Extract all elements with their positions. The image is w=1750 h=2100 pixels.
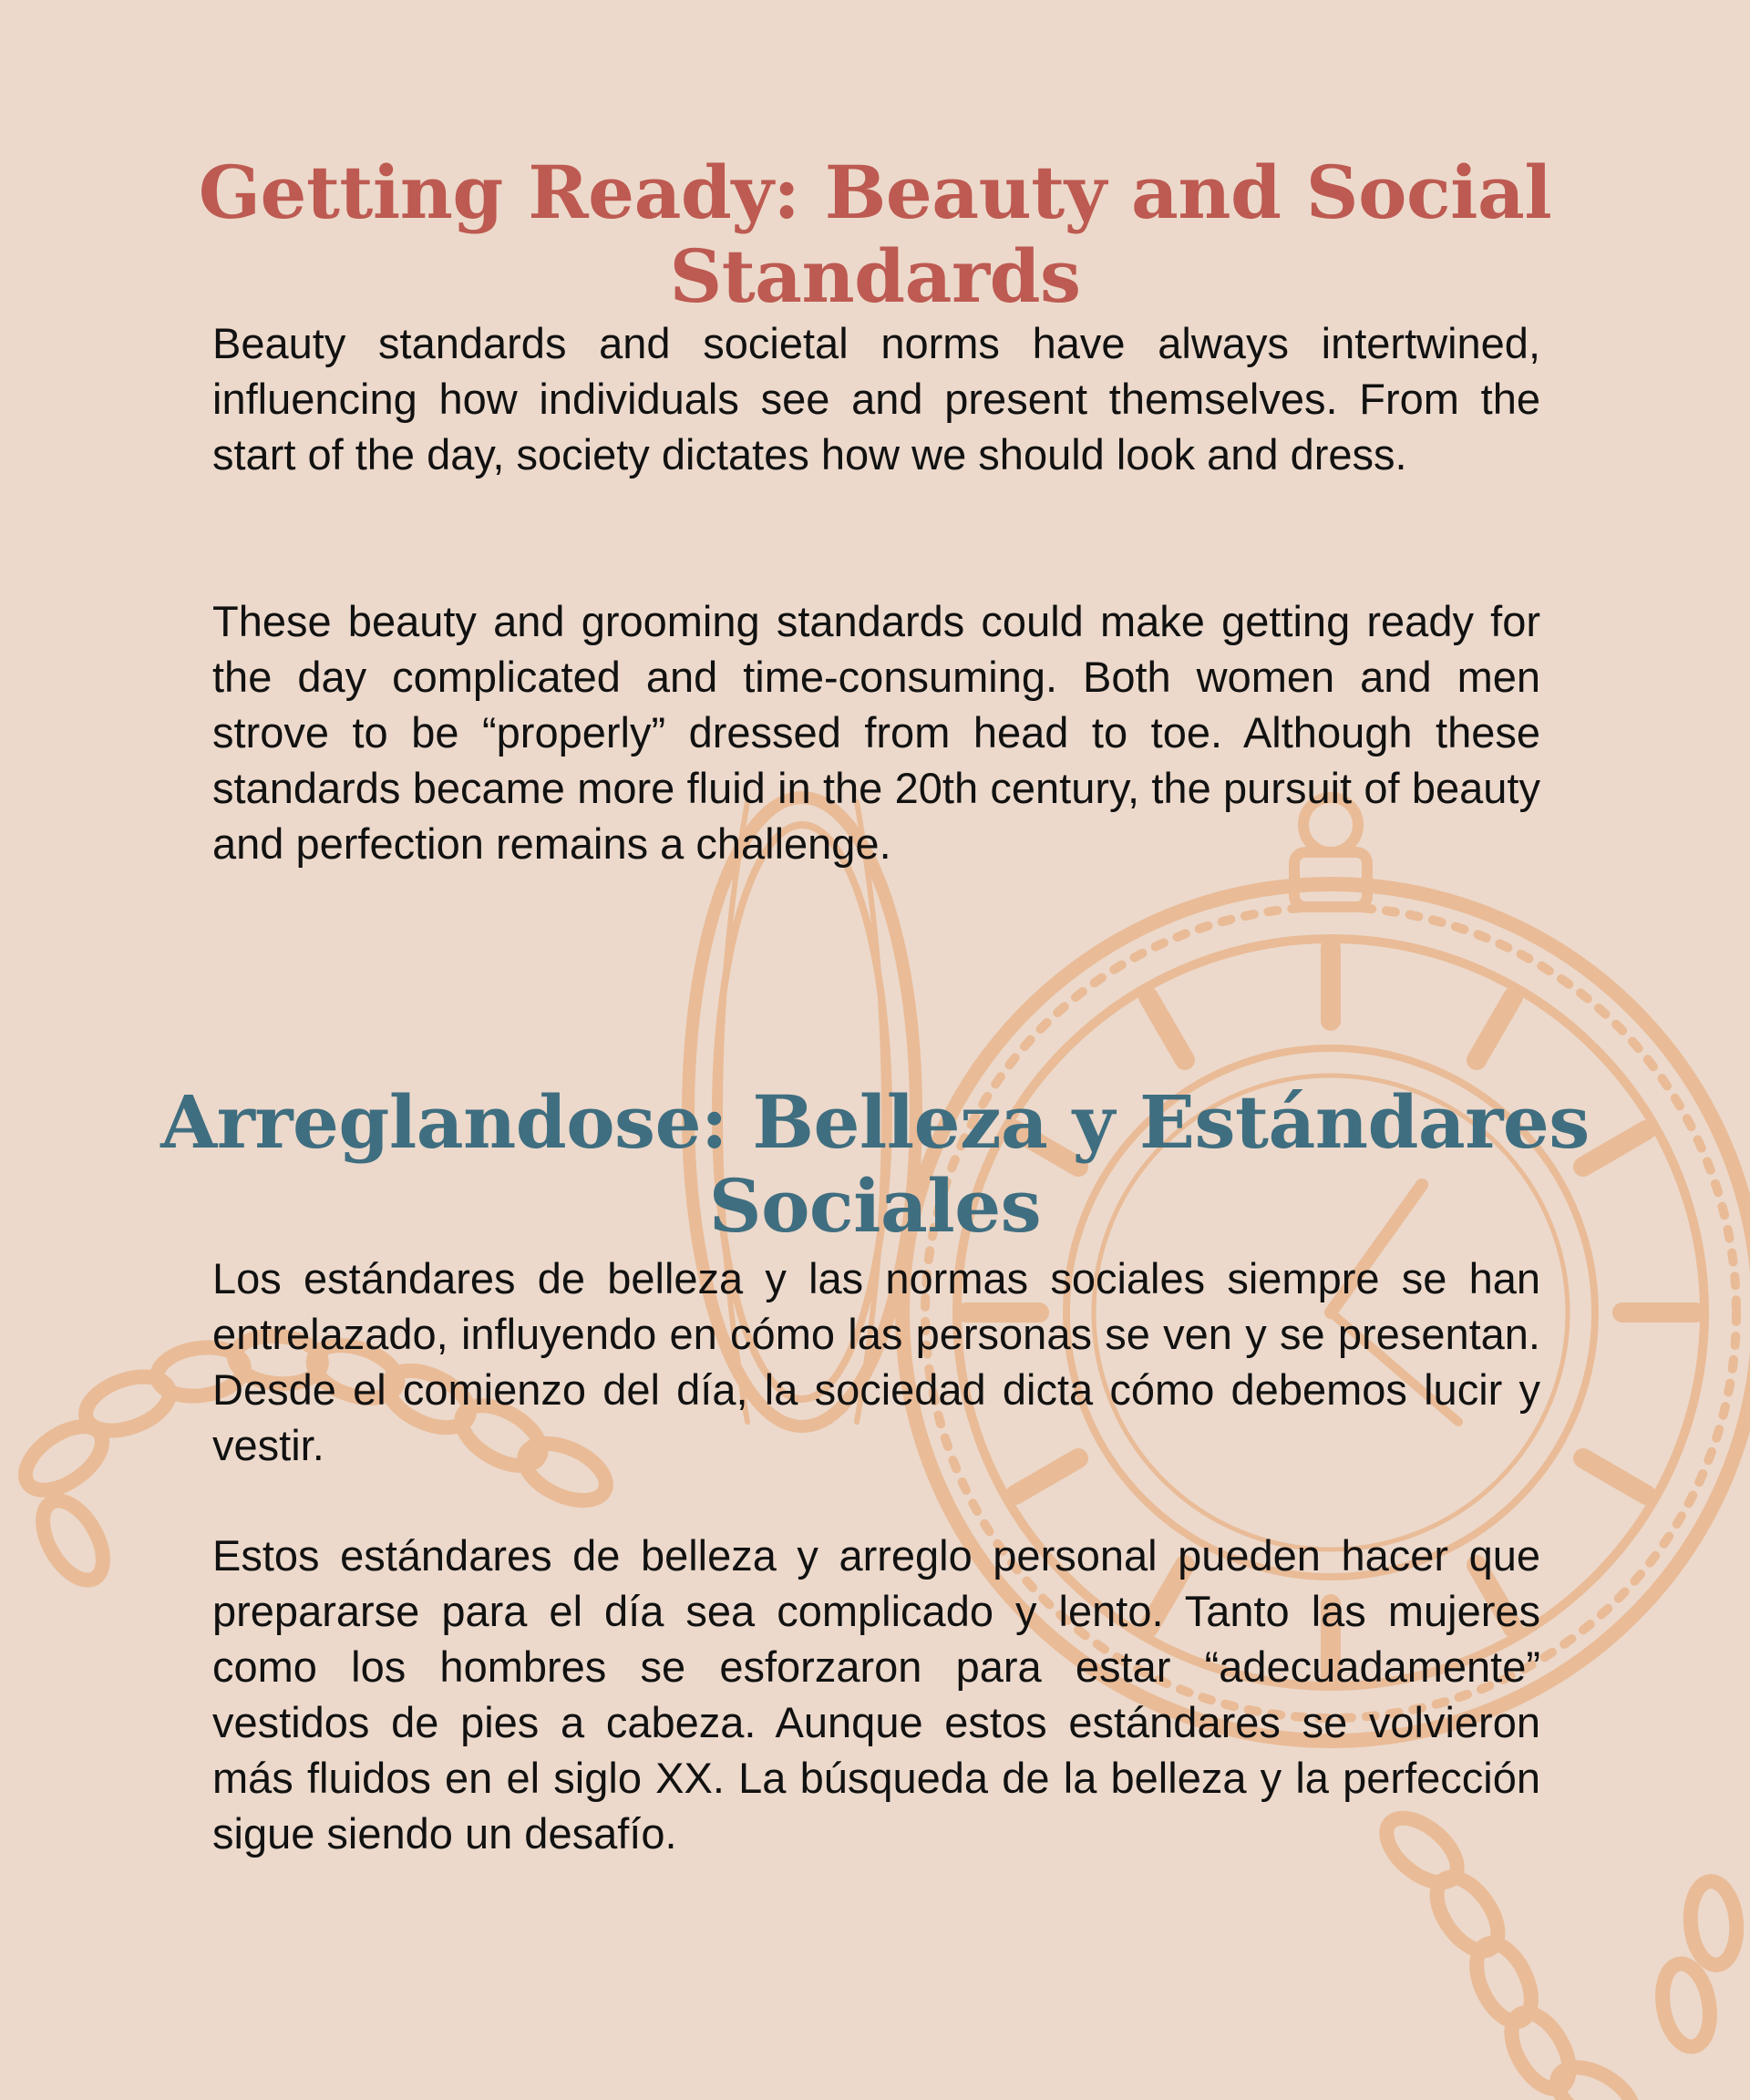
spanish-paragraph-2: Estos estándares de belleza y arreglo personal pueden hacer que prepararse para el día sea complicado y lento. Tanto las mujeres como los hombres se esforzaron para estar “adecuadamente” vestidos de pies a cabeza. Aunque estos estándares se volvieron más fluidos en el siglo XX. La búsqueda de la belleza y la perfección sigue siendo un desafío.	[212, 1531, 1540, 1858]
spanish-paragraph-1: Los estándares de belleza y las normas sociales siempre se han entrelazado, influyendo en cómo las personas se ven y se presentan. Desde el comienzo del día, la sociedad dicta cómo debemos lucir y vestir.	[212, 1254, 1540, 1469]
spanish-heading: Arreglandose: Belleza y Estándares Sociales	[160, 1079, 1590, 1249]
english-paragraph-1: Beauty standards and societal norms have always intertwined, influencing how individuals see and present themselves. From the start of the day, society dictates how we should look and dress.	[212, 319, 1540, 479]
english-heading: Getting Ready: Beauty and Social Standards	[198, 149, 1552, 319]
english-paragraph-2: These beauty and grooming standards could make getting ready for the day complicated and time-consuming. Both women and men strove to be “properly” dressed from head to toe. Although these standards became more fluid in the 20th century, the pursuit of beauty and perfection remains a challenge.	[212, 597, 1540, 868]
